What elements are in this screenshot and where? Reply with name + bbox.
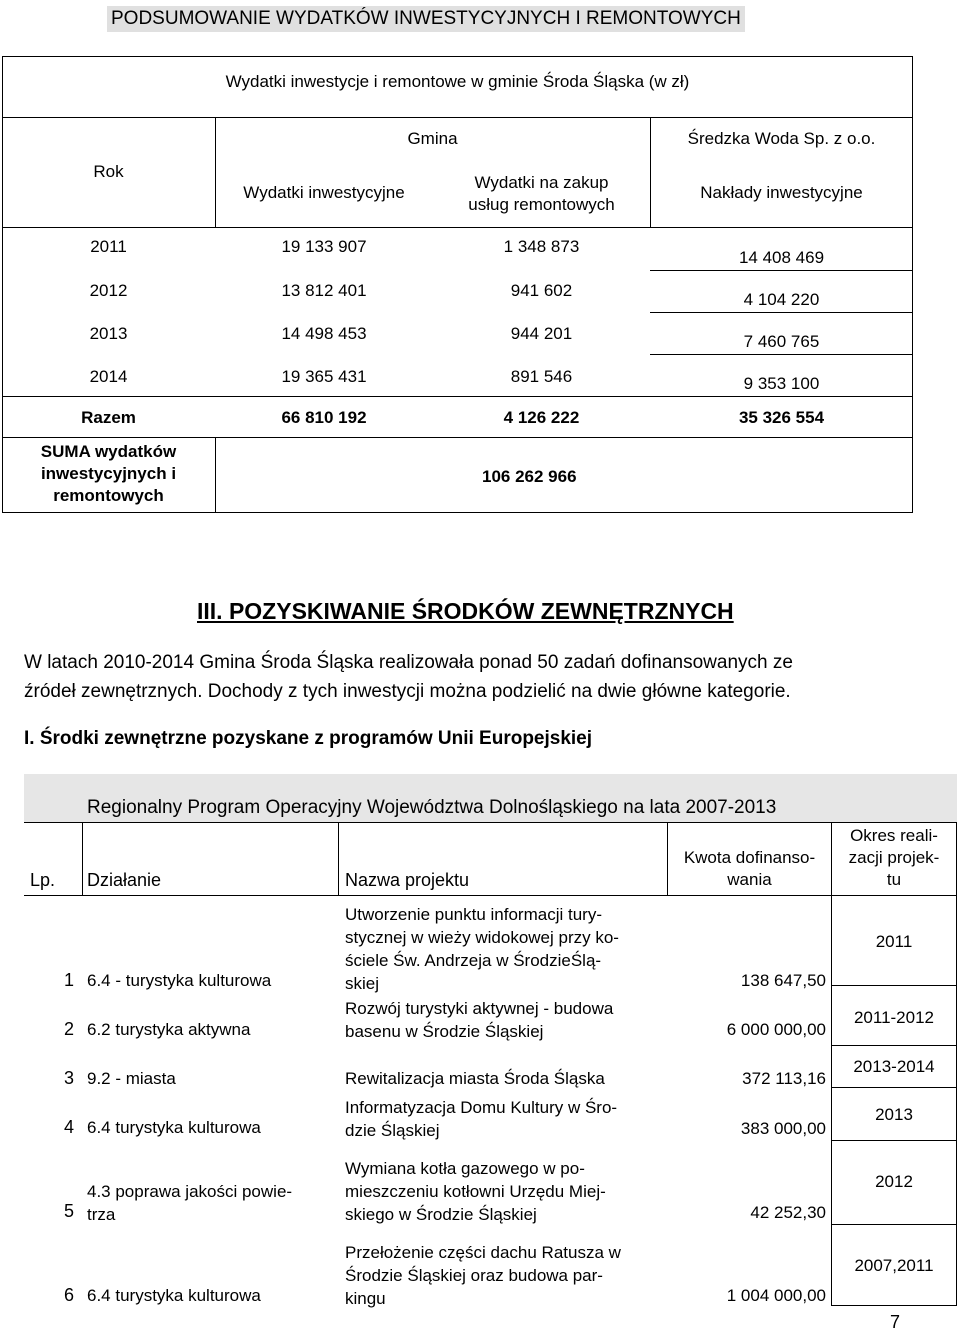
row-2014-naklady: 9 353 100 [743,374,820,393]
header-okres: Okres reali- zacji projek- tu [848,826,940,889]
row-5-dzialanie: 4.3 poprawa jakości powie- trza [87,1182,293,1224]
row-2012-uslugi: 941 602 [510,281,573,300]
row-5-lp: 5 [63,1201,74,1221]
row-6-nazwa: Przełożenie części dachu Ratusza w Środzie Śląskiej oraz budowa par- kingu [345,1243,621,1308]
page-number: 7 [890,1312,901,1332]
intro-paragraph-line-1: W latach 2010-2014 Gmina Środa Śląska realizowała ponad 50 zadań dofinansowanych ze [24,652,793,673]
row-2-lp: 2 [63,1019,74,1039]
row-2012-naklady: 4 104 220 [743,290,820,309]
row-3-nazwa: Rewitalizacja miasta Środa Śląska [345,1069,605,1088]
row-2013-inwest: 14 498 453 [281,324,367,343]
row-5-okres: 2012 [875,1172,913,1191]
header-naklady: Nakłady inwestycyjne [700,183,863,202]
row-2011-inwest: 19 133 907 [281,237,367,256]
header-wydatki-inwestycyjne: Wydatki inwestycyjne [243,183,405,202]
row-5-nazwa: Wymiana kotła gazowego w po- mieszczeniu kotłowni Urzędu Miej- skiego w Środzie Śląskiej [345,1159,606,1224]
row-1-dzialanie: 6.4 - turystyka kulturowa [87,971,272,990]
row-4-nazwa: Informatyzacja Domu Kultury w Śro- dzie Śląskiej [345,1098,618,1140]
row-2014-uslugi: 891 546 [510,367,573,386]
row-2-okres: 2011-2012 [853,1008,935,1027]
row-2013-naklady: 7 460 765 [743,332,820,351]
row-2-dzialanie: 6.2 turystyka aktywna [87,1020,251,1039]
eu-funds-subheading: I. Środki zewnętrzne pozyskane z programów Unii Europejskiej [24,728,593,749]
row-3-kwota: 372 113,16 [742,1069,826,1088]
row-2013-uslugi: 944 201 [510,324,573,343]
row-6-kwota: 1 004 000,00 [726,1286,826,1305]
row-2014-inwest: 19 365 431 [281,367,367,386]
table-caption: Wydatki inwestycje i remontowe w gminie Środa Śląska (w zł) [225,72,690,91]
row-3-lp: 3 [63,1068,74,1088]
suma-value: 106 262 966 [482,467,577,486]
row-5-kwota: 42 252,30 [750,1203,826,1222]
row-1-kwota: 138 647,50 [740,971,826,990]
suma-label: SUMA wydatków inwestycyjnych i remontowych [40,442,177,505]
header-rok: Rok [93,162,124,181]
table-title: Regionalny Program Operacyjny Województwa Dolnośląskiego na lata 2007-2013 [87,797,777,818]
razem-label: Razem [81,408,136,427]
header-gmina: Gmina [407,129,458,148]
row-2014-rok: 2014 [89,367,128,386]
intro-paragraph-line-2: źródeł zewnętrznych. Dochody z tych inwestycji można podzielić na dwie główne kategorie. [24,681,791,702]
row-1-nazwa: Utworzenie punktu informacji tury- stycznej w wieży widokowej przy ko- ściele Św. Andrzeja w ŚrodzieŚlą- skiej [345,905,619,993]
page-heading: PODSUMOWANIE WYDATKÓW INWESTYCYJNYCH I REMONTOWYCH [107,6,745,32]
section-title: III. POZYSKIWANIE ŚRODKÓW ZEWNĘTRZNYCH [197,598,734,624]
row-2012-rok: 2012 [89,281,128,300]
razem-inwest: 66 810 192 [281,408,367,427]
header-lp: Lp. [30,870,56,890]
row-3-dzialanie: 9.2 - miasta [87,1069,176,1088]
row-6-okres: 2007,2011 [854,1256,934,1275]
row-2012-inwest: 13 812 401 [281,281,367,300]
header-kwota: Kwota dofinanso- wania [683,848,816,889]
row-2-nazwa: Rozwój turystyki aktywnej - budowa basenu w Środzie Śląskiej [345,999,614,1041]
row-2011-naklady: 14 408 469 [738,248,825,267]
row-6-dzialanie: 6.4 turystyka kulturowa [87,1286,261,1305]
row-2011-rok: 2011 [90,237,127,256]
row-4-okres: 2013 [875,1105,913,1124]
row-6-lp: 6 [63,1285,74,1305]
header-nazwa: Nazwa projektu [345,870,470,890]
header-sredzka-woda: Średzka Woda Sp. z o.o. [687,129,876,148]
header-wydatki-uslugi: Wydatki na zakup usług remontowych [468,173,615,214]
row-1-lp: 1 [63,970,74,990]
header-dzialanie: Działanie [87,870,162,890]
row-4-kwota: 383 000,00 [740,1119,826,1138]
row-2011-uslugi: 1 348 873 [503,237,580,256]
razem-naklady: 35 326 554 [738,408,825,427]
row-4-dzialanie: 6.4 turystyka kulturowa [87,1118,261,1137]
row-3-okres: 2013-2014 [853,1057,935,1076]
row-2-kwota: 6 000 000,00 [726,1020,826,1039]
row-2013-rok: 2013 [89,324,128,343]
row-4-lp: 4 [63,1117,74,1137]
row-1-okres: 2011 [875,932,913,951]
razem-uslugi: 4 126 222 [503,408,580,427]
